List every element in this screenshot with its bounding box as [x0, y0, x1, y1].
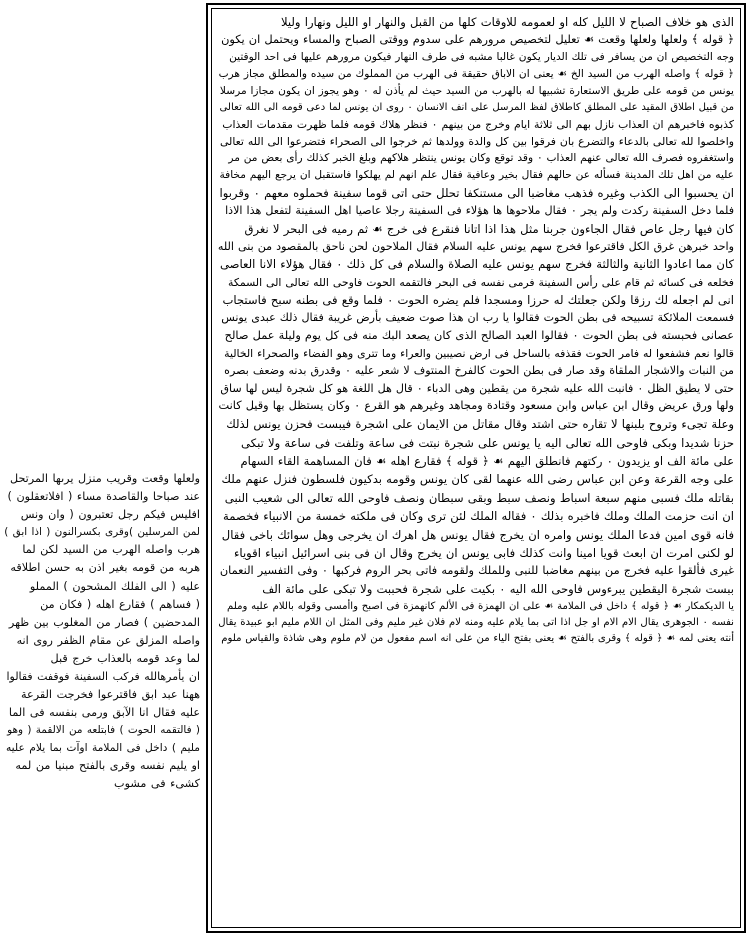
- gloss-line: هربه من قومه بغير اذن به حسن اطلاقه: [10, 561, 200, 575]
- text-line: على وجه القرعة وعن ابن عباس رضى الله عنهما لقى كان يونس وقومه بدكيون فلسطون فنزل عنهم ملك: [221, 472, 734, 487]
- text-line: ان يحسبوا الى الكذب وغيره فذهب مغاضبا الى مستنكفا تحلل حتى اتى قوما سفينة فحملوه معهم ٠ وقربوا: [219, 185, 734, 200]
- text-line: فلما دخل السفينة ركدت ولم يجر ٠ فقال ملاحوها ها هؤلاء فى السفينة رجلا عاصيا اهل السفينة لتفعل هذا الاذا: [225, 203, 734, 217]
- text-line: عصانى فحبسته فى بطن الحوت ٠ فقالوا العبد الصالح الذى كان يصعد البك منه فى كل يوم وليلة عمل صالح: [224, 327, 734, 342]
- text-line: كذبوه فاخبرهم ان العذاب نازل بهم الى ثلاثة ايام وخرج من بينهم ٠ فنظر هلاك قومه فلما ظهرت مقدمات العذاب: [222, 117, 734, 131]
- gloss-line: كشىء فى مشوب: [114, 776, 200, 790]
- text-line: واستغفروه فصرف الله تعالى عنهم العذاب ٠ وقد توقع وكان يونس ينتظر هلاكهم وبلغ الخبر كذلك رأى بعض من مر: [228, 152, 734, 165]
- text-frame: [206, 3, 746, 933]
- gloss-line: ( فالتقمه الحوت ) فابتلعه من الالقمة ( وهو: [7, 724, 200, 737]
- text-line: من النبات والاشجار الملقاة وقد صار فى بطن الحوت كالفرخ المنتوف لا شعر عليه ٠ وقدرق بدنه وضعف بصره: [224, 364, 734, 378]
- gloss-line: لما وعد قومه بالعذاب خرج قبل: [50, 652, 200, 666]
- text-line: لو لكنى امرت ان ابعث قويا امينا وانت كذلك فابى يونس ان يخرج وقال ان فى بنى اسرائيل انبياء اقوياء: [233, 545, 734, 560]
- text-line: حتى لا يطيق الظل ٠ فانبت الله عليه شجرة من يقطين وهى الدباء ٠ قال هل اللغة هو كل شجرة ليس لها ساق: [220, 381, 734, 395]
- text-line: أنته يعنى لمه ☙ ﴿ قوله ﴾ وقرى بالفتح ☙ يعنى بفتح الياء من على انه اسم مفعول من لام ملوم وهى شاذة والقياس ملوم: [221, 632, 734, 644]
- text-line: قالوا نعم فشفعوا له فامر الحوت فقذفه بالساحل فى ارض نصيبين والعراء وما تترى وهو الفضاء والصحراء الخالية: [224, 346, 734, 360]
- text-line: واحد خبرهن غرق الكل فاقترعوا فخرج سهم يونس عليه السلام فقال الملاحون لحن ناحق بالمقصود من بنى الله: [218, 239, 734, 253]
- gloss-line: ولعلها وقعت وقريب منزل يرىها المرتحل: [9, 472, 200, 485]
- text-line: من قبيل اطلاق المقيد على المطلق كاطلاق لفظ المرسل على انف الانسان ٠ روى ان يونس لما دعى قومه الى الله تعالى: [219, 101, 734, 113]
- gloss-line: ( فساهم ) فقارع اهله ( فكان من: [40, 597, 200, 611]
- gloss-line: افليس فيكم رجل تعتبرون ( وان ونس: [20, 508, 200, 522]
- text-line: وعلة تجىء وتروح بلبنها لا تقاره حتى اشتد وقال مقاتل من الايمان على اشجرة فيبست فحزن يونس لذلك: [226, 417, 734, 432]
- text-line: فسمعت الملائكة تسبيحه فى بطن الحوت فقالوا يا رب ان هذا صوت ضعيف بأرض غريبة فقال ذلك عبدى يونس: [221, 311, 734, 325]
- text-frame-inner-rule: [211, 8, 741, 928]
- gloss-line: لمن المرسلين )وقرى بكسرالنون ( اذا ابق ): [4, 526, 200, 539]
- text-line: كان مما اعادوا الثانية والثالثة فخرج سهم يونس عليه الصلاة والسلام فى كل ذلك ٠ فقال هؤلاء الانا العاصى: [219, 257, 734, 272]
- gloss-line: واصله المزلق عن مقام الظفر روى انه: [16, 634, 200, 648]
- text-line: انى لم اجعله لك رزقا ولكن جعلتك له حرزا ومسجدا فلم يضره الحوت ٠ فلما وقع فى بطنه سبح فاستجاب: [222, 293, 734, 308]
- gloss-line: عليه فقال انا الآبق ورمى بنفسه فى الما: [8, 706, 200, 720]
- text-line: الذى هو خلاف الصباح لا الليل كله او لعمومه للاوقات كلها من القبل والنهار او الليل ونهارا وليلا: [280, 15, 734, 29]
- gloss-line: عليه ( الى الفلك المشحون ) المملو: [29, 579, 200, 593]
- gloss-line: او يليم نفسه وقرى بالفتح مبنيا من لمه: [15, 758, 200, 772]
- gloss-line: مليم ) داخل فى الملامة اوآت بما يلام عليه: [5, 741, 200, 755]
- text-line: فانه قوى امين فدعا الملك يونس وامره ان يخرج فقال يونس هل اهرك ان يخرجى وهل سوائك باخى فقال: [221, 527, 734, 542]
- text-line: وجه التخصيص ان من يسافر فى تلك الديار يكون غالبا مشبه فى طرف النهار فيكون مرورهم عليها فى احد الوقتين: [229, 51, 734, 64]
- text-line: ان انت حزمت الملك وملك فاخبره بذلك ٠ فقاله الملك لئن ترى وكان فى ملكته خمسة من الانبياء فخصمة: [223, 509, 734, 524]
- text-line: ببست شجرة اليقطين يبرءوس فاوحى الله اليه ٠ بكيت على شجرة فحببت ولا تبكى على مائة الف: [262, 582, 734, 597]
- text-line: على مائة الف او يزيدون ٠ ركتهم فانطلق اليهم ☙ ﴿ قوله ﴾ فقارع اهله ☙ فان المساهمة القاء السهام: [240, 454, 734, 468]
- text-line: حزنا شديدا وبكى فاوحى الله تعالى اليه يا يونس على شجرة نبتت فى ساعة وتلفت فى ساعة ولا تبكى: [241, 435, 734, 450]
- gloss-line: ان يأمرهالله فركب السفينة فوقفت فقالوا: [6, 670, 200, 684]
- gloss-line: ههنا عبد ابق فاقترعوا فخرجت القرعة: [21, 688, 200, 702]
- text-line: يونس من قومه على طريق الاستعارة تشبيها له بالهرب من السيد حيث لم يأذن له ٠ وهو يجوز ان يكون مجازا مرسلا: [219, 84, 734, 97]
- gloss-line: عند صباحا والقاصدة مساء ( افلاتعقلون ): [7, 490, 200, 504]
- text-line: ﴿ قوله ﴾ ولعلها ولعلها وقعت ☙ تعليل لتخصيص مرورهم على سدوم ووقتى الصباح والمساء ويحتمل ان يكون: [221, 32, 734, 47]
- text-line: نفسه ٠ الجوهرى يقال الام الام او جل اذا اتى بما يلام عليه ومنه لام فلان غير مليم وفى المثل ان اللام مليم ابو عبيدة يقال: [218, 616, 734, 628]
- marginal-gloss: [4, 470, 200, 793]
- text-line: غيرى فألقوا عليه فخرج من بينهم مغاضبا للنبى وللملك ولقومه فاتى بحر الروم فركبها ٠ وفى التفسير النعمان: [219, 563, 734, 578]
- text-line: عليه من اهل تلك المدينة فسأله عن حالهم فقال بخير وعافية فقال علم انهم لم يهلكوا فاستقبل ان يرجع اليهم مخافة: [219, 168, 734, 181]
- text-line: ﴿ قوله ﴾ واصله الهرب من السيد الخ ☙ يعنى ان الاباق حقيقة فى الهرب من المملوك من سيده والمطلق مجاز هرب: [218, 68, 734, 81]
- gloss-line: المدحضين ) فصار من المغلوب بين ظهر: [8, 615, 200, 629]
- text-line: كان فيها رجل عاص فقال الجاءون جربنا مثل هذا اذا اتانا فنقرع فى خرج ☙ ثم رميه فى البحر لا نغرق: [244, 221, 734, 236]
- text-line: يا الديكمكار ☙ ﴿ قوله ﴾ داخل فى الملامة ☙ على ان الهمزة فى الألم كانهمزة فى اصبح واأمسى وقوله باللام عليه وملم: [227, 600, 734, 612]
- text-line: واخلصوا لله تعالى بالدعاء والتضرع بان فرقوا بين كل والدة وولدها ثم خرجوا الى الصحراء فتضرعوا الى الله تعالى: [220, 134, 734, 148]
- gloss-line: هرب واصله الهرب من السيد لكن لما: [22, 543, 200, 557]
- main-body-text: [218, 13, 734, 647]
- text-line: ولها ورق عريض وقال ابن عباس وابن مسعود وقتادة ومجاهد وغيرهم هو القرع ٠ وكان يستظل بها وقيل كانت: [218, 398, 734, 413]
- text-line: بقاتله ملك فسبى منهم سبعة اسباط ونصف سبط وبقى سبطان ونصف فاوحى الله تعالى الى شعيب النبى: [224, 490, 734, 505]
- text-line: فخلعه فى كسائه ثم قام على رأس السفينة فرمى نفسه فى البحر فالتقمه الحوت فاوحى الله تعالى الى السمكة: [228, 275, 734, 289]
